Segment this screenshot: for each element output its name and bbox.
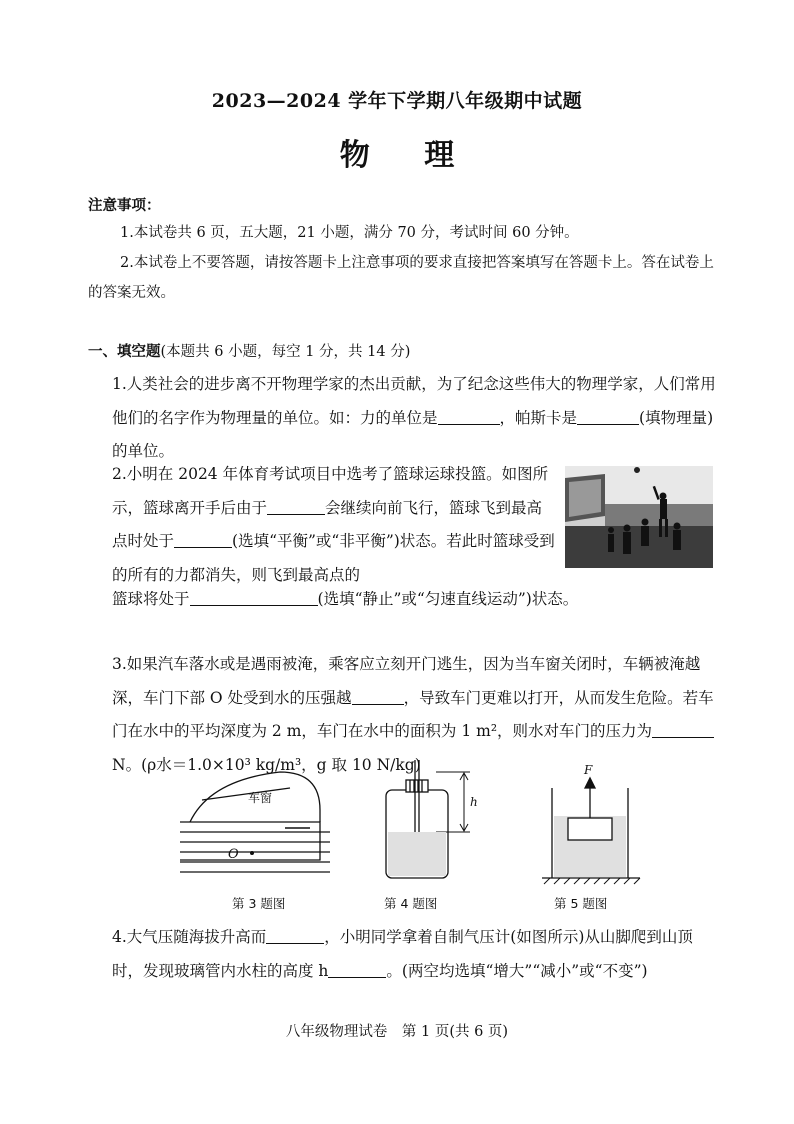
question-4 <box>112 921 722 988</box>
q2-text-3: (选填“平衡”或“非平衡”)状态。若此时篮球受到的所有的力都消失，则飞到最高点的 <box>112 532 555 584</box>
section-note: (本题共 6 小题，每空 1 分，共 14 分) <box>160 344 411 360</box>
answer-blank <box>266 927 324 944</box>
answer-blank <box>190 589 318 606</box>
q3-text-1: 3.如果汽车落水或是遇雨被淹，乘客应立刻开门逃生，因为当车窗关闭时，车辆被淹越深，车门下部 O 处受到水的压强越 <box>112 655 701 707</box>
answer-blank <box>267 498 325 515</box>
figures-row <box>170 760 690 911</box>
force-f-label: F <box>584 763 593 777</box>
section-title: 一、填空题 <box>88 343 161 360</box>
q2-text-5: (选填“静止”或“匀速直线运动”)状态。 <box>317 590 579 608</box>
basketball-photo <box>565 466 713 568</box>
barometer-water <box>388 832 446 876</box>
answer-blank <box>352 688 404 705</box>
answer-blank <box>174 531 232 548</box>
figure-3-caption: 第 3 题图 <box>232 896 286 911</box>
subject-char-2: 理 <box>424 138 455 173</box>
subject-heading <box>0 130 794 174</box>
q4-text-3: 。(两空均选填“增大”“减小”或“不变”) <box>386 961 648 980</box>
notice-item-1: 1.本试卷共 6 页，五大题，21 小题，满分 70 分，考试时间 60 分钟。 <box>120 225 579 241</box>
q1-text-2: ，帕斯卡是 <box>499 408 578 427</box>
q3-text-3: N。(ρ水＝1.0×10³ kg/m³，g 取 10 N/kg) <box>112 755 421 774</box>
notice-item-2: 2.本试卷上不要答题，请按答题卡上注意事项的要求直接把答案填写在答题卡上。答在试卷上的答案无效。 <box>88 255 714 301</box>
exam-title: 2023—2024 学年下学期八年级期中试题 <box>211 90 583 112</box>
section-heading <box>88 340 410 361</box>
answer-blank <box>577 408 639 425</box>
figure-4-caption: 第 4 题图 <box>384 896 438 911</box>
q2-text-4: 篮球将处于 <box>112 590 190 608</box>
q4-text-2: ，小明同学拿着自制气压计(如图所示)从山脚爬到山顶时，发现玻璃管内水柱的高度 h <box>112 928 693 980</box>
answer-blank <box>652 721 714 738</box>
q1-text-3: (填物理量)的单位。 <box>112 408 714 460</box>
question-1 <box>112 368 722 469</box>
q4-text-1: 4.大气压随海拔升高而 <box>112 928 267 946</box>
car-figure <box>180 772 330 872</box>
q3-text-2: ，导致车门更难以打开，从而发生危险。若车门在水中的平均深度为 2 m，车门在水中的面积为 1 m²，则水对车门的压力为 <box>112 688 714 740</box>
container-figure <box>542 778 640 878</box>
point-o-label: O <box>228 847 239 862</box>
q2-text-2: 会继续向前飞行，篮球飞到最高点时处于 <box>112 498 543 550</box>
page-footer: 八年级物理试卷 第 1 页(共 6 页) <box>285 1024 509 1040</box>
figure-drawings <box>170 760 690 890</box>
ground-hatch <box>544 878 640 884</box>
notice-title: 注意事项： <box>88 197 161 214</box>
question-2 <box>112 458 557 592</box>
answer-blank <box>438 408 500 425</box>
height-h-label: h <box>470 795 478 809</box>
figure-5-caption: 第 5 题图 <box>554 896 608 911</box>
q1-text-1: 1.人类社会的进步离不开物理学家的杰出贡献，为了纪念这些伟大的物理学家，人们常用他们的名字作为物理量的单位。如：力的单位是 <box>112 375 716 427</box>
answer-blank <box>328 961 386 978</box>
subject-char-1: 物 <box>339 138 370 173</box>
car-window-label: 车窗 <box>248 791 273 805</box>
q2-text-1: 2.小明在 2024 年体育考试项目中选考了篮球运球投篮。如图所示，篮球离开手后由于 <box>112 465 549 517</box>
question-2-continued <box>112 583 722 617</box>
